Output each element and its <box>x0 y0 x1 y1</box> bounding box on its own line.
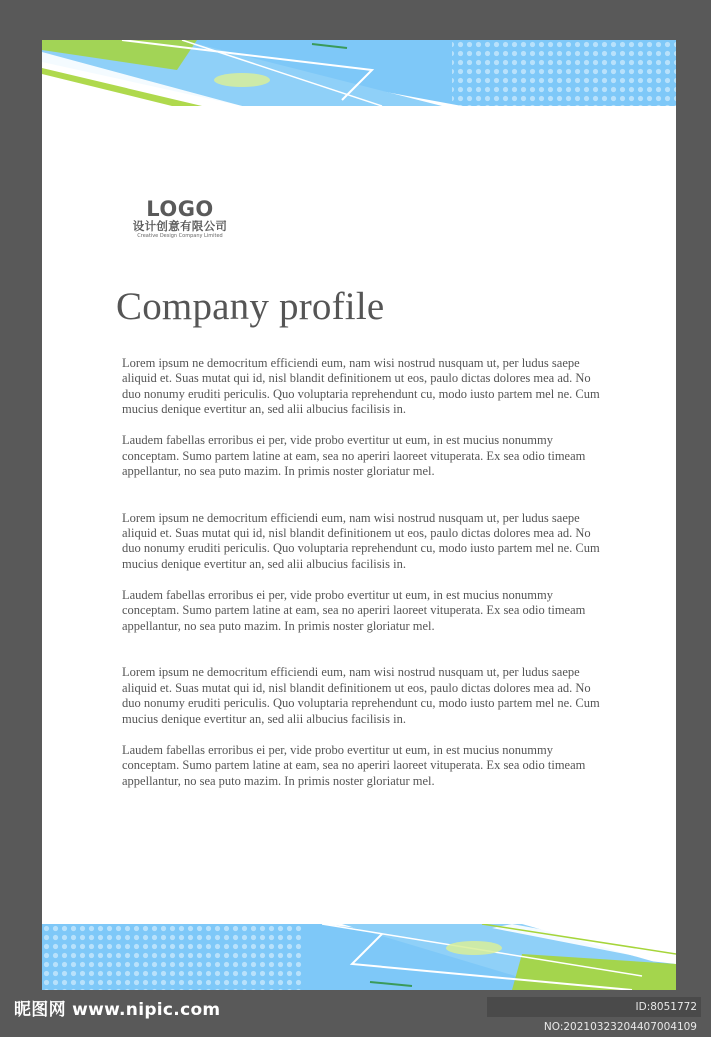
logo-company-name-cn: 设计创意有限公司 <box>132 219 228 233</box>
paragraph: Lorem ipsum ne democritum efficiendi eum, nam wisi nostrud nusquam ut, per ludus saepe aliquid et. Suas mutat qui id, nisl blandit definitionem ut eos, paulo dictas dolores mea ad. No duo nonumy eruditi periculis. Quo voluptaria reprehendunt cu, modo iusto partem mel ne. Cum mucius denique evertitur an, sed alii albucius facilisis in. <box>122 356 600 417</box>
footer-decoration <box>42 924 676 990</box>
company-logo <box>120 198 240 240</box>
paragraph: Lorem ipsum ne democritum efficiendi eum, nam wisi nostrud nusquam ut, per ludus saepe aliquid et. Suas mutat qui id, nisl blandit definitionem ut eos, paulo dictas dolores mea ad. No duo nonumy eruditi periculis. Quo voluptaria reprehendunt cu, modo iusto partem mel ne. Cum mucius denique evertitur an, sed alii albucius facilisis in. <box>122 510 600 571</box>
watermark-site: 昵图网 www.nipic.com <box>14 1000 221 1020</box>
header-decoration <box>42 40 676 106</box>
paragraph: Laudem fabellas erroribus ei per, vide probo evertitur ut eum, in est mucius nonummy conceptam. Sumo partem latine at eam, sea no aperiri laoreet vituperata. Ex sea odio timeam appellantur, no sea puto mazim. In primis noster gloriatur mel. <box>122 433 586 479</box>
paragraph: Laudem fabellas erroribus ei per, vide probo evertitur ut eum, in est mucius nonummy conceptam. Sumo partem latine at eam, sea no aperiri laoreet vituperata. Ex sea odio timeam appellantur, no sea puto mazim. In primis noster gloriatur mel. <box>122 588 586 633</box>
watermark-id: ID:8051772 NO:20210323204407004109 <box>487 997 701 1017</box>
paragraph: Lorem ipsum ne democritum efficiendi eum, nam wisi nostrud nusquam ut, per ludus saepe aliquid et. Suas mutat qui id, nisl blandit definitionem ut eos, paulo dictas dolores mea ad. No duo nonumy eruditi periculis. Quo voluptaria reprehendunt cu, modo iusto partem mel ne. Cum mucius denique evertitur an, sed alii albucius facilisis in. <box>122 665 600 726</box>
letterhead-page <box>42 40 676 990</box>
logo-wordmark: LOGO <box>146 197 214 221</box>
logo-company-name-en: Creative Design Company Limited <box>137 233 223 239</box>
body-text <box>122 356 608 789</box>
page-title: Company profile <box>116 285 385 328</box>
watermark-bar <box>0 990 711 1033</box>
paragraph: Laudem fabellas erroribus ei per, vide probo evertitur ut eum, in est mucius nonummy conceptam. Sumo partem latine at eam, sea no aperiri laoreet vituperata. Ex sea odio timeam appellantur, no sea puto mazim. In primis noster gloriatur mel. <box>122 742 586 788</box>
